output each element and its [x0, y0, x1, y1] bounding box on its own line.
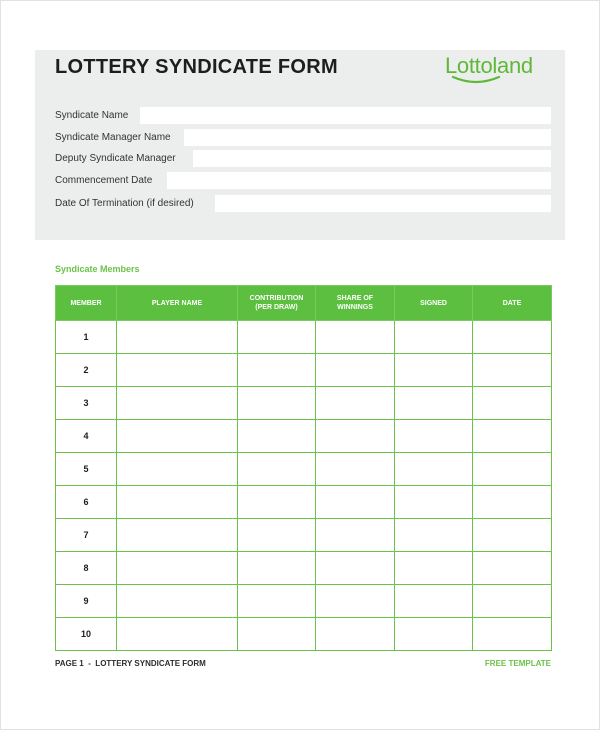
signed-cell[interactable]: [395, 585, 473, 618]
table-row: [56, 321, 552, 354]
contribution-cell[interactable]: [238, 387, 316, 420]
contribution-cell[interactable]: [238, 420, 316, 453]
share-of-winnings-cell[interactable]: [316, 486, 395, 519]
date-cell[interactable]: [473, 552, 552, 585]
date-cell[interactable]: [473, 618, 552, 651]
date-cell[interactable]: [473, 519, 552, 552]
share-of-winnings-cell[interactable]: [316, 387, 395, 420]
column-header-player-name: PLAYER NAME: [117, 286, 238, 321]
share-of-winnings-cell[interactable]: [316, 453, 395, 486]
date-cell[interactable]: [473, 321, 552, 354]
commencement-date-row: [55, 172, 551, 190]
column-header-member: MEMBER: [56, 286, 117, 321]
signed-cell[interactable]: [395, 486, 473, 519]
player-name-cell[interactable]: [117, 354, 238, 387]
table-row: [56, 519, 552, 552]
table-header-row: [56, 286, 552, 321]
signed-cell[interactable]: [395, 618, 473, 651]
syndicate-name-input[interactable]: [140, 107, 551, 124]
syndicate-members-heading: Syndicate Members: [55, 264, 140, 274]
column-header-share-of-winnings: SHARE OF WINNINGS: [316, 286, 395, 321]
share-of-winnings-cell[interactable]: [316, 354, 395, 387]
player-name-cell[interactable]: [117, 486, 238, 519]
syndicate-manager-name-label: Syndicate Manager Name: [55, 132, 171, 143]
contribution-cell[interactable]: [238, 354, 316, 387]
member-number-cell: 4: [56, 420, 117, 453]
logo-text: Lottoland: [445, 53, 533, 78]
date-cell[interactable]: [473, 420, 552, 453]
signed-cell[interactable]: [395, 321, 473, 354]
share-of-winnings-cell[interactable]: [316, 585, 395, 618]
deputy-syndicate-manager-input[interactable]: [193, 150, 551, 167]
table-row: [56, 486, 552, 519]
share-of-winnings-cell[interactable]: [316, 420, 395, 453]
player-name-cell[interactable]: [117, 453, 238, 486]
table-row: [56, 552, 552, 585]
date-cell[interactable]: [473, 585, 552, 618]
termination-date-input[interactable]: [215, 195, 551, 212]
column-header-contribution: CONTRIBUTION (PER DRAW): [238, 286, 316, 321]
player-name-cell[interactable]: [117, 552, 238, 585]
syndicate-name-row: [55, 107, 551, 125]
lottoland-logo: [445, 54, 565, 88]
syndicate-name-label: Syndicate Name: [55, 110, 129, 121]
contribution-cell[interactable]: [238, 519, 316, 552]
player-name-cell[interactable]: [117, 420, 238, 453]
member-number-cell: 5: [56, 453, 117, 486]
share-of-winnings-cell[interactable]: [316, 552, 395, 585]
contribution-cell[interactable]: [238, 486, 316, 519]
contribution-cell[interactable]: [238, 453, 316, 486]
termination-date-label: Date Of Termination (if desired): [55, 198, 194, 209]
contribution-cell[interactable]: [238, 552, 316, 585]
member-number-cell: 2: [56, 354, 117, 387]
form-title: LOTTERY SYNDICATE FORM: [55, 56, 338, 78]
syndicate-manager-name-input[interactable]: [184, 129, 551, 146]
signed-cell[interactable]: [395, 552, 473, 585]
player-name-cell[interactable]: [117, 585, 238, 618]
member-number-cell: 8: [56, 552, 117, 585]
signed-cell[interactable]: [395, 420, 473, 453]
player-name-cell[interactable]: [117, 519, 238, 552]
column-header-signed: SIGNED: [395, 286, 473, 321]
player-name-cell[interactable]: [117, 321, 238, 354]
player-name-cell[interactable]: [117, 387, 238, 420]
signed-cell[interactable]: [395, 354, 473, 387]
member-number-cell: 3: [56, 387, 117, 420]
date-cell[interactable]: [473, 453, 552, 486]
footer-template-label: FREE TEMPLATE: [484, 659, 551, 668]
member-number-cell: 7: [56, 519, 117, 552]
signed-cell[interactable]: [395, 519, 473, 552]
contribution-cell[interactable]: [238, 321, 316, 354]
date-cell[interactable]: [473, 387, 552, 420]
share-of-winnings-cell[interactable]: [316, 321, 395, 354]
form-header-panel: [35, 50, 565, 240]
commencement-date-input[interactable]: [167, 172, 551, 189]
table-row: [56, 453, 552, 486]
share-of-winnings-cell[interactable]: [316, 618, 395, 651]
signed-cell[interactable]: [395, 387, 473, 420]
member-number-cell: 1: [56, 321, 117, 354]
share-of-winnings-cell[interactable]: [316, 519, 395, 552]
termination-date-row: [55, 195, 551, 213]
table-row: [56, 585, 552, 618]
syndicate-manager-name-row: [55, 129, 551, 147]
member-number-cell: 6: [56, 486, 117, 519]
signed-cell[interactable]: [395, 453, 473, 486]
commencement-date-label: Commencement Date: [55, 175, 153, 186]
deputy-syndicate-manager-row: [55, 150, 551, 168]
deputy-syndicate-manager-label: Deputy Syndicate Manager: [55, 153, 176, 164]
column-header-date: DATE: [473, 286, 552, 321]
logo-swoosh-icon: [451, 74, 501, 86]
date-cell[interactable]: [473, 354, 552, 387]
contribution-cell[interactable]: [238, 618, 316, 651]
member-number-cell: 10: [56, 618, 117, 651]
date-cell[interactable]: [473, 486, 552, 519]
player-name-cell[interactable]: [117, 618, 238, 651]
member-number-cell: 9: [56, 585, 117, 618]
table-row: [56, 387, 552, 420]
footer-page-label: PAGE 1 - LOTTERY SYNDICATE FORM: [55, 659, 206, 668]
table-row: [56, 618, 552, 651]
contribution-cell[interactable]: [238, 585, 316, 618]
table-row: [56, 354, 552, 387]
syndicate-members-table: [55, 285, 552, 651]
table-row: [56, 420, 552, 453]
